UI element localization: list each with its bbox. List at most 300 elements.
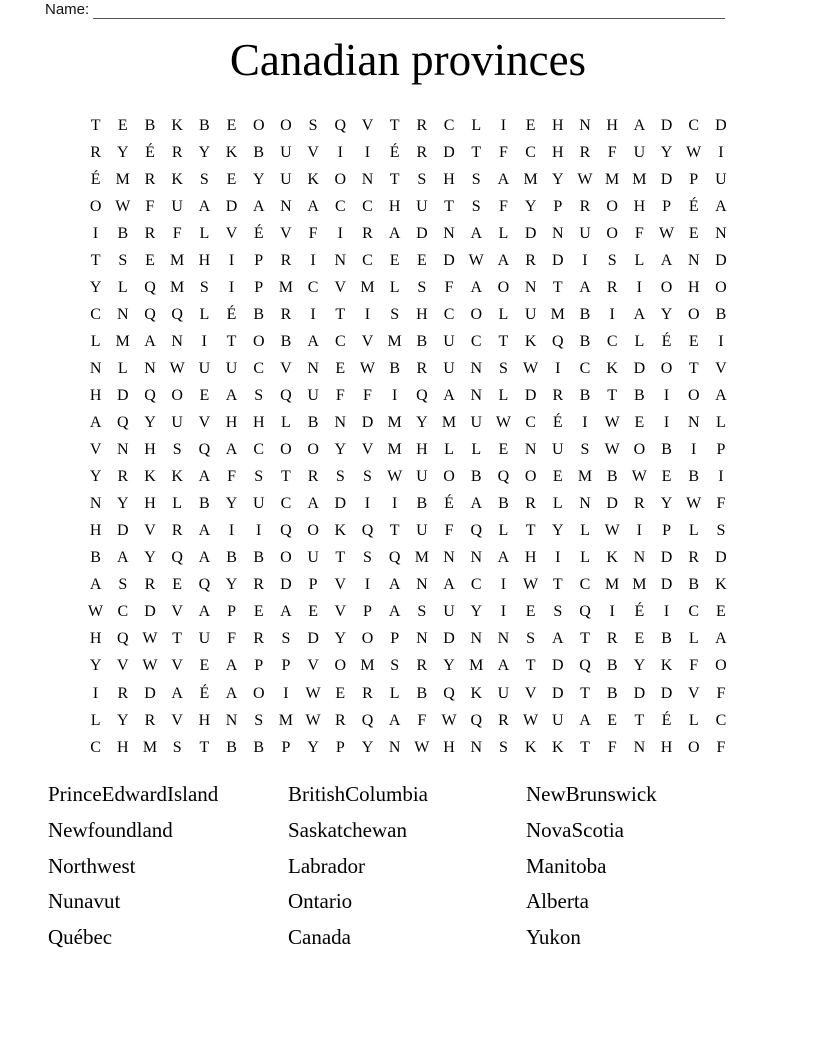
grid-cell: A [89, 414, 102, 432]
grid-cell: Q [171, 549, 183, 567]
grid-cell: D [715, 116, 727, 134]
grid-cell: N [470, 359, 482, 377]
grid-cell: Q [280, 522, 292, 540]
grid-cell: E [634, 414, 645, 432]
grid-cell: Q [443, 684, 455, 702]
grid-cell: V [361, 441, 374, 459]
grid-cell: B [579, 386, 591, 404]
grid-cell: R [144, 170, 156, 188]
grid-cell: W [495, 414, 511, 432]
grid-cell: F [417, 711, 427, 729]
grid-cell: A [579, 711, 591, 729]
grid-cell: O [252, 116, 265, 134]
grid-cell: W [88, 603, 104, 621]
grid-cell: H [633, 197, 646, 215]
grid-cell: I [228, 522, 235, 540]
word-list-item: Canada [288, 925, 351, 950]
grid-cell: B [688, 576, 700, 594]
grid-cell: D [334, 495, 347, 513]
grid-cell: W [631, 468, 647, 486]
grid-cell: O [334, 170, 347, 188]
grid-cell: I [391, 495, 398, 513]
grid-cell: M [278, 711, 294, 729]
grid-cell: M [170, 251, 185, 269]
grid-cell: V [171, 711, 183, 729]
grid-cell: A [715, 197, 727, 215]
word-list-item: Ontario [288, 889, 353, 914]
grid-cell: I [364, 495, 371, 513]
grid-cell: T [525, 657, 536, 675]
grid-cell: L [498, 386, 509, 404]
grid-cell: Y [144, 549, 156, 567]
grid-cell: P [308, 576, 318, 594]
grid-cell: B [606, 657, 618, 675]
grid-cell: V [334, 576, 347, 594]
grid-cell: M [523, 170, 538, 188]
grid-cell: Y [89, 278, 102, 296]
grid-cell: R [362, 684, 373, 702]
grid-cell: É [145, 143, 155, 161]
word-list-item: Alberta [526, 889, 589, 914]
grid-cell: Y [552, 522, 564, 540]
grid-cell: M [115, 332, 130, 350]
grid-cell: K [606, 359, 618, 377]
grid-cell: D [660, 684, 673, 702]
grid-cell: N [334, 414, 347, 432]
grid-cell: L [580, 549, 590, 567]
grid-cell: S [172, 441, 182, 459]
grid-cell: E [199, 386, 210, 404]
grid-cell: P [254, 657, 264, 675]
grid-cell: H [198, 711, 211, 729]
grid-cell: A [470, 495, 482, 513]
grid-cell: N [470, 738, 482, 756]
grid-cell: C [715, 711, 727, 729]
grid-cell: A [579, 278, 591, 296]
word-list-item: BritishColumbia [288, 782, 429, 807]
grid-cell: F [716, 684, 726, 702]
grid-cell: Q [552, 332, 564, 350]
grid-cell: V [334, 278, 347, 296]
grid-cell: L [688, 711, 699, 729]
grid-cell: L [688, 522, 699, 540]
grid-cell: O [89, 197, 102, 215]
grid-cell: N [171, 332, 183, 350]
grid-cell: W [359, 359, 376, 377]
grid-cell: L [172, 495, 183, 513]
grid-cell: S [308, 116, 318, 134]
grid-cell: N [117, 441, 129, 459]
grid-cell: A [470, 224, 482, 242]
grid-cell: A [225, 441, 238, 459]
grid-cell: W [577, 170, 593, 188]
grid-cell: Y [470, 603, 482, 621]
word-list-item: Newfoundland [48, 818, 173, 843]
grid-cell: U [443, 332, 455, 350]
grid-cell: E [498, 441, 509, 459]
grid-cell: R [253, 630, 265, 648]
grid-cell: O [280, 549, 292, 567]
grid-cell: L [90, 711, 101, 729]
grid-cell: S [553, 603, 563, 621]
grid-cell: P [254, 251, 264, 269]
grid-cell: S [281, 630, 291, 648]
word-search-grid [82, 112, 735, 761]
grid-cell: T [281, 468, 291, 486]
grid-cell: B [634, 386, 645, 404]
grid-cell: R [144, 224, 156, 242]
grid-cell: A [225, 386, 238, 404]
grid-cell: O [715, 657, 727, 675]
grid-cell: I [718, 143, 724, 161]
grid-cell: O [606, 224, 618, 242]
grid-cell: Y [117, 711, 129, 729]
grid-cell: W [604, 414, 620, 432]
grid-cell: D [715, 549, 727, 567]
grid-cell: T [525, 522, 536, 540]
grid-cell: A [660, 251, 673, 269]
grid-cell: I [256, 522, 262, 540]
word-list-item: Yukon [526, 925, 581, 950]
grid-cell: S [199, 278, 209, 296]
grid-cell: Y [524, 197, 537, 215]
grid-cell: P [254, 278, 264, 296]
grid-cell: B [715, 305, 727, 323]
grid-cell: W [142, 657, 158, 675]
grid-cell: W [468, 251, 484, 269]
grid-cell: H [443, 738, 455, 756]
grid-cell: N [470, 630, 482, 648]
grid-cell: T [498, 332, 509, 350]
grid-cell: D [225, 197, 238, 215]
grid-cell: T [199, 738, 210, 756]
grid-cell: F [607, 143, 617, 161]
grid-cell: Y [334, 441, 347, 459]
grid-cell: F [308, 224, 318, 242]
grid-cell: S [716, 522, 726, 540]
grid-cell: N [552, 224, 564, 242]
grid-cell: W [441, 711, 457, 729]
grid-cell: I [364, 143, 371, 161]
grid-cell: M [469, 657, 484, 675]
grid-cell: U [307, 549, 319, 567]
grid-cell: T [552, 576, 563, 594]
grid-cell: O [497, 278, 510, 296]
grid-cell: K [171, 116, 183, 134]
grid-cell: É [661, 332, 672, 350]
grid-cell: D [443, 143, 455, 161]
grid-cell: I [500, 576, 507, 594]
grid-cell: Y [198, 143, 211, 161]
grid-cell: P [662, 197, 671, 215]
grid-cell: A [497, 251, 510, 269]
grid-cell: B [117, 224, 129, 242]
grid-cell: E [308, 603, 318, 621]
grid-cell: L [444, 441, 454, 459]
grid-cell: E [607, 711, 618, 729]
grid-cell: M [387, 414, 402, 432]
grid-cell: L [471, 441, 482, 459]
grid-cell: L [471, 116, 482, 134]
grid-cell: Y [443, 657, 455, 675]
grid-cell: T [580, 630, 590, 648]
grid-cell: C [253, 359, 265, 377]
grid-cell: E [416, 251, 427, 269]
grid-cell: Q [280, 386, 292, 404]
grid-cell: A [443, 386, 455, 404]
grid-cell: C [443, 116, 455, 134]
grid-cell: Y [660, 143, 673, 161]
grid-cell: Q [579, 657, 591, 675]
grid-cell: A [388, 576, 401, 594]
grid-cell: D [443, 251, 455, 269]
grid-cell: N [307, 359, 319, 377]
grid-cell: H [552, 143, 564, 161]
grid-cell: B [579, 305, 591, 323]
grid-cell: I [283, 684, 289, 702]
grid-cell: A [89, 576, 102, 594]
grid-cell: Q [361, 522, 374, 540]
grid-cell: Y [633, 657, 646, 675]
grid-cell: V [198, 414, 211, 432]
grid-cell: D [361, 414, 374, 432]
grid-cell: O [606, 197, 618, 215]
grid-cell: V [361, 332, 374, 350]
grid-cell: L [498, 224, 509, 242]
grid-cell: N [633, 738, 646, 756]
grid-cell: T [389, 170, 400, 188]
grid-cell: F [145, 197, 155, 215]
grid-cell: K [552, 738, 564, 756]
grid-cell: I [364, 305, 371, 323]
grid-cell: N [633, 549, 646, 567]
grid-cell: F [607, 738, 617, 756]
grid-cell: S [335, 468, 345, 486]
grid-cell: C [470, 332, 482, 350]
grid-cell: B [606, 468, 618, 486]
grid-cell: O [470, 305, 482, 323]
grid-cell: O [715, 278, 727, 296]
grid-cell: T [389, 116, 400, 134]
grid-cell: E [145, 251, 155, 269]
grid-cell: N [388, 738, 401, 756]
grid-cell: I [92, 684, 99, 702]
grid-cell: É [389, 143, 400, 161]
grid-cell: L [634, 332, 645, 350]
grid-cell: V [361, 116, 374, 134]
grid-cell: Y [307, 738, 319, 756]
grid-cell: I [555, 549, 561, 567]
grid-cell: F [716, 738, 726, 756]
grid-cell: F [172, 224, 182, 242]
grid-cell: K [524, 332, 537, 350]
grid-cell: U [171, 414, 183, 432]
word-list-column [526, 777, 657, 955]
grid-cell: Q [117, 414, 129, 432]
grid-cell: N [361, 170, 374, 188]
grid-cell: S [580, 441, 590, 459]
grid-cell: Q [198, 441, 211, 459]
grid-cell: T [634, 711, 645, 729]
grid-cell: Q [144, 278, 156, 296]
grid-cell: N [443, 224, 455, 242]
grid-cell: B [90, 549, 101, 567]
grid-cell: N [225, 711, 238, 729]
grid-cell: D [606, 495, 618, 513]
grid-cell: C [579, 576, 591, 594]
grid-cell: U [307, 386, 319, 404]
grid-cell: W [142, 630, 158, 648]
grid-cell: A [388, 224, 401, 242]
grid-cell: R [280, 305, 292, 323]
grid-cell: P [281, 738, 291, 756]
grid-cell: F [335, 386, 345, 404]
grid-cell: A [552, 630, 564, 648]
grid-cell: A [443, 576, 455, 594]
grid-cell: Q [416, 386, 428, 404]
grid-cell: B [253, 305, 265, 323]
grid-cell: I [364, 576, 371, 594]
grid-cell: F [498, 143, 508, 161]
grid-cell: R [498, 711, 509, 729]
grid-cell: O [307, 441, 319, 459]
grid-cell: Q [117, 630, 129, 648]
grid-cell: B [144, 116, 156, 134]
grid-cell: W [686, 143, 702, 161]
grid-cell: D [117, 386, 129, 404]
grid-cell: O [687, 738, 700, 756]
grid-cell: I [636, 278, 642, 296]
grid-cell: V [524, 684, 537, 702]
grid-cell: P [335, 738, 345, 756]
grid-cell: T [172, 630, 183, 648]
grid-cell: S [254, 386, 264, 404]
grid-cell: R [117, 468, 129, 486]
grid-cell: I [582, 251, 588, 269]
grid-cell: N [117, 305, 129, 323]
grid-cell: D [443, 630, 455, 648]
word-list-item: Labrador [288, 853, 365, 878]
grid-cell: S [417, 278, 427, 296]
grid-cell: Q [144, 305, 156, 323]
grid-cell: D [117, 522, 129, 540]
grid-cell: D [660, 576, 673, 594]
grid-cell: N [416, 576, 428, 594]
grid-cell: U [443, 359, 455, 377]
grid-cell: L [90, 332, 101, 350]
grid-cell: S [498, 359, 508, 377]
grid-cell: N [497, 630, 510, 648]
grid-cell: U [579, 224, 591, 242]
grid-cell: C [117, 603, 129, 621]
grid-cell: E [525, 603, 536, 621]
grid-cell: T [90, 251, 101, 269]
grid-cell: O [633, 441, 646, 459]
grid-cell: E [716, 603, 726, 621]
grid-cell: U [470, 414, 482, 432]
grid-cell: S [417, 603, 427, 621]
grid-cell: C [470, 576, 482, 594]
grid-cell: R [579, 143, 591, 161]
grid-cell: L [498, 305, 509, 323]
grid-cell: D [552, 684, 564, 702]
word-list-item: Northwest [48, 853, 136, 878]
word-list-column [288, 777, 526, 955]
grid-cell: I [92, 224, 99, 242]
grid-cell: H [117, 738, 129, 756]
grid-cell: Y [117, 143, 129, 161]
grid-cell: O [524, 468, 537, 486]
grid-cell: U [715, 170, 727, 188]
grid-cell: B [199, 495, 210, 513]
grid-cell: U [198, 359, 211, 377]
grid-cell: E [253, 603, 264, 621]
grid-cell: L [117, 278, 128, 296]
grid-cell: B [661, 441, 672, 459]
grid-cell: O [280, 116, 292, 134]
grid-cell: H [144, 441, 156, 459]
grid-cell: O [361, 630, 374, 648]
grid-cell: A [307, 197, 319, 215]
grid-cell: L [552, 495, 563, 513]
grid-cell: R [171, 522, 183, 540]
grid-cell: S [118, 576, 128, 594]
grid-cell: C [334, 197, 346, 215]
grid-cell: S [118, 251, 128, 269]
grid-cell: Y [361, 738, 374, 756]
grid-cell: A [497, 549, 510, 567]
grid-cell: K [171, 170, 183, 188]
grid-cell: L [634, 251, 645, 269]
grid-cell: É [688, 197, 699, 215]
grid-cell: T [580, 738, 590, 756]
grid-cell: E [199, 657, 210, 675]
word-list-item: Saskatchewan [288, 818, 407, 843]
grid-cell: S [498, 738, 508, 756]
grid-cell: R [144, 711, 156, 729]
grid-cell: K [660, 657, 673, 675]
word-list-item: Québec [48, 925, 113, 950]
grid-cell: D [144, 603, 156, 621]
grid-cell: V [334, 603, 347, 621]
grid-cell: S [363, 468, 372, 486]
grid-cell: Y [252, 170, 265, 188]
grid-cell: B [688, 468, 700, 486]
grid-cell: M [441, 414, 457, 432]
grid-cell: T [389, 522, 400, 540]
grid-cell: A [633, 116, 646, 134]
grid-cell: M [632, 170, 647, 188]
grid-cell: É [634, 603, 645, 621]
grid-cell: M [142, 738, 158, 756]
name-blank-line [93, 4, 725, 19]
grid-cell: H [252, 414, 265, 432]
grid-cell: C [579, 359, 591, 377]
grid-cell: W [523, 576, 539, 594]
grid-cell: A [633, 305, 646, 323]
grid-cell: M [278, 278, 294, 296]
grid-cell: P [281, 657, 291, 675]
grid-cell: E [117, 116, 128, 134]
grid-cell: U [252, 495, 265, 513]
grid-cell: I [663, 414, 670, 432]
page-title: Canadian provinces [229, 35, 587, 85]
grid-cell: Q [497, 468, 510, 486]
grid-cell: R [579, 197, 591, 215]
grid-cell: E [688, 224, 699, 242]
grid-cell: É [199, 684, 210, 702]
grid-cell: R [634, 495, 645, 513]
